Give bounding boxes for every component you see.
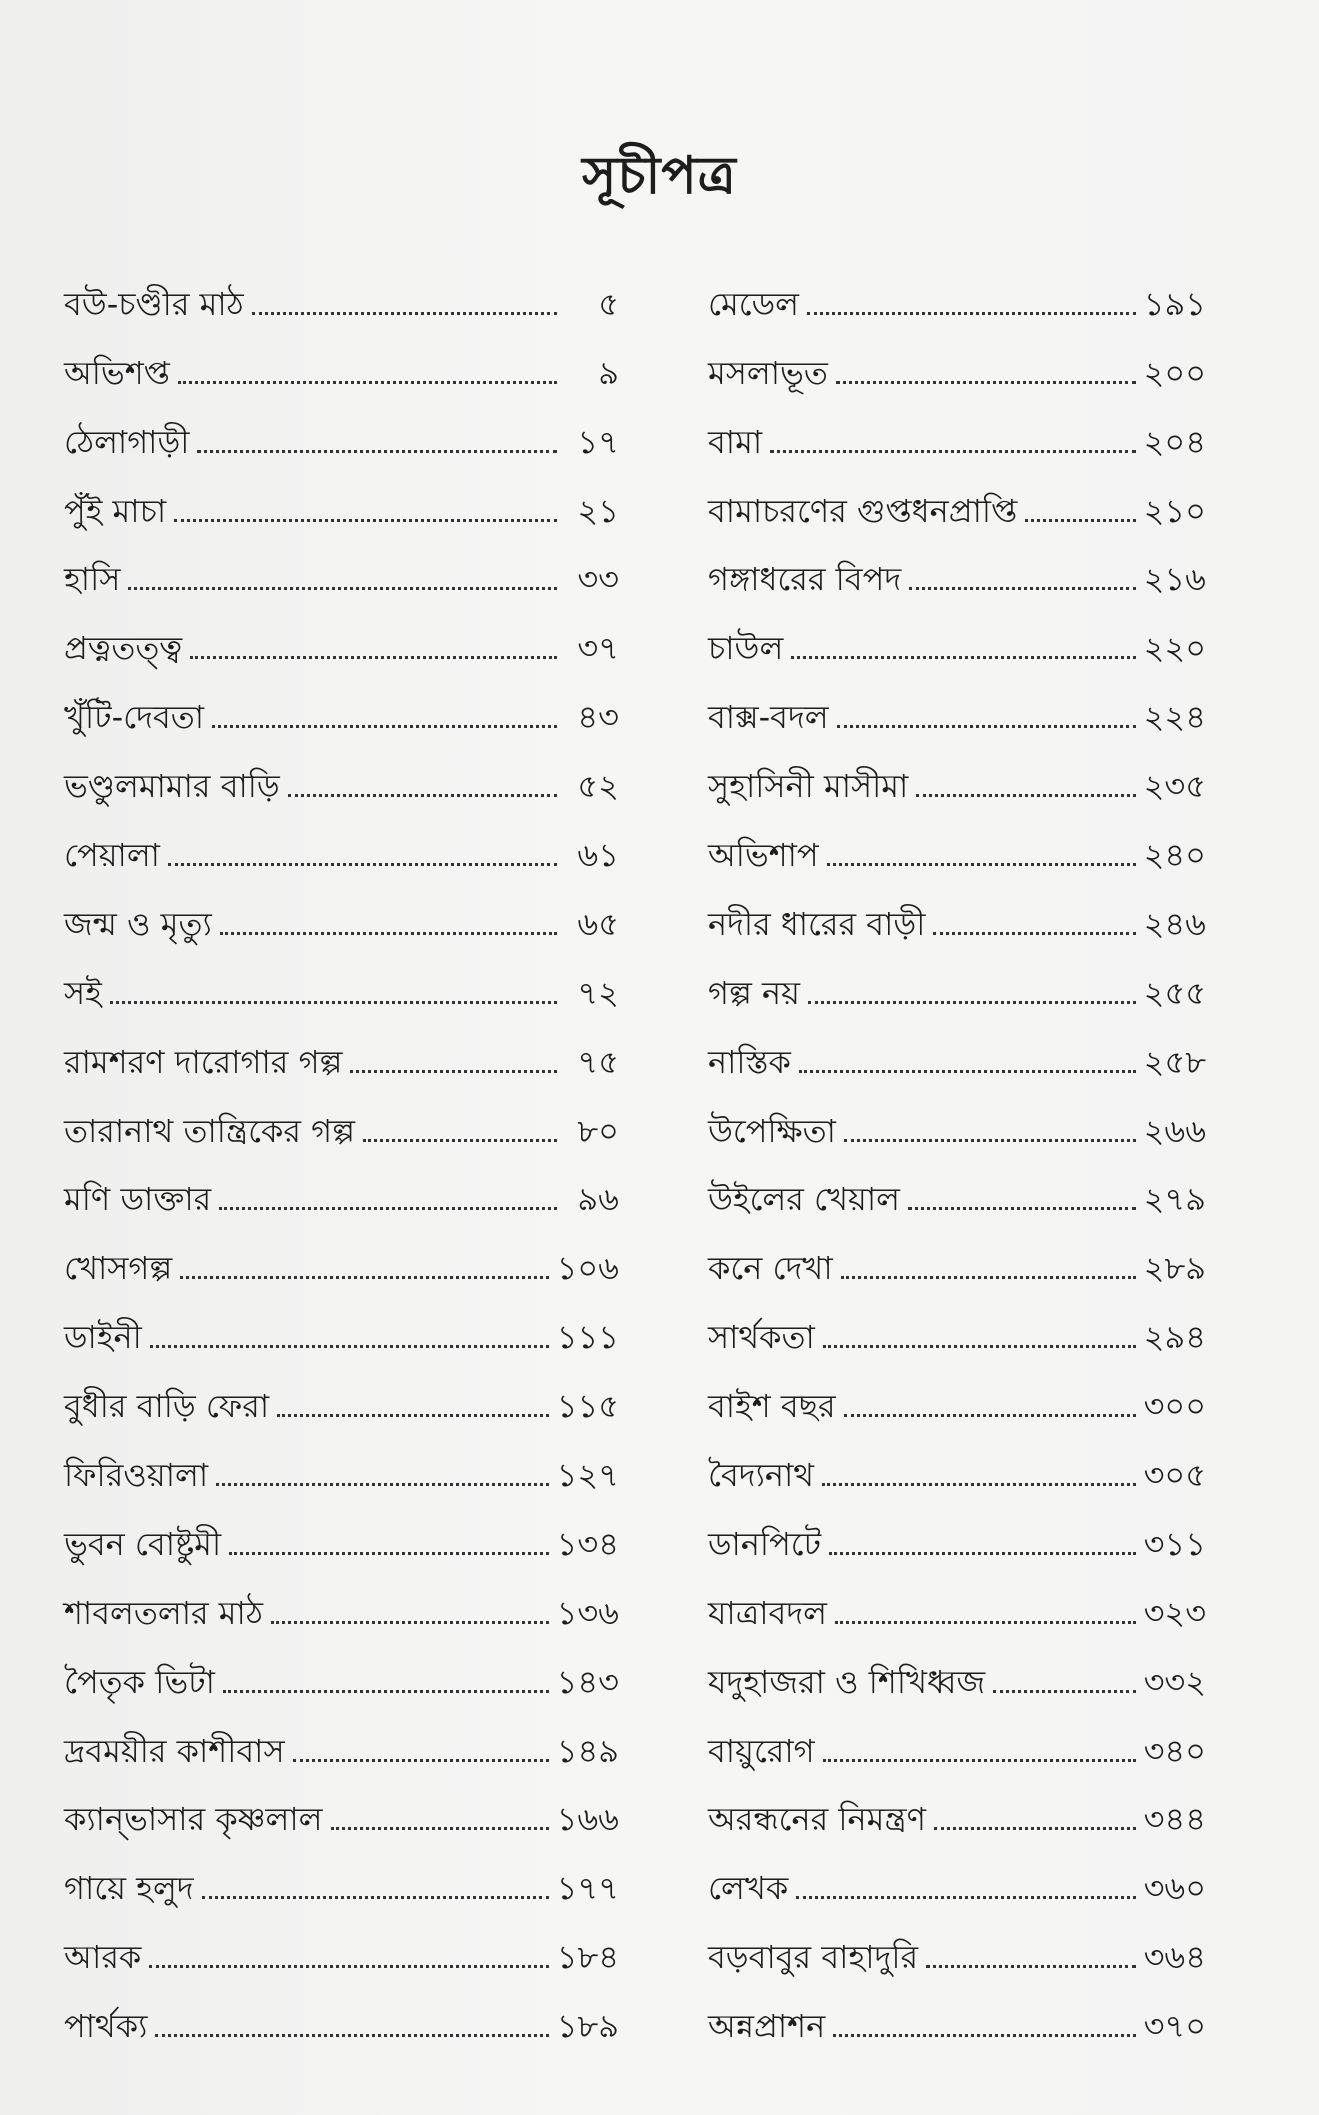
toc-entry-title: পার্থক্য (64, 2007, 148, 2046)
toc-entry (64, 1013, 619, 1082)
toc-entry (708, 806, 1206, 875)
toc-entry-title: যদুহাজরা ও শিখিধ্বজ (708, 1662, 986, 1701)
toc-entry (708, 1839, 1206, 1908)
toc-entry-page-number: ১১৫ (556, 1387, 619, 1426)
dot-leader (934, 1827, 1136, 1830)
toc-entry-title: বাইশ বছর (708, 1387, 836, 1426)
toc-entry-title: অভিশাপ (708, 836, 819, 875)
toc-entry (708, 324, 1206, 393)
dot-leader (288, 794, 557, 797)
toc-entry-title: বায়ুরোগ (708, 1731, 815, 1770)
toc-entry-page-number: ৩৪০ (1143, 1731, 1206, 1770)
dot-leader (799, 1070, 1136, 1073)
dot-leader (835, 1621, 1136, 1624)
dot-leader (293, 1759, 549, 1762)
dot-leader (350, 1070, 557, 1073)
toc-entry (64, 1426, 619, 1495)
toc-entry-title: খোসগল্প (64, 1249, 173, 1288)
toc-entry (64, 1082, 619, 1151)
toc-entry (64, 737, 619, 806)
dot-leader (908, 1207, 1136, 1210)
dot-leader (829, 1552, 1136, 1555)
dot-leader (178, 381, 557, 384)
toc-entry-title: যাত্রাবদল (708, 1593, 827, 1632)
toc-entry-title: তারানাথ তান্ত্রিকের গল্প (64, 1111, 355, 1150)
toc-entry-title: রামশরণ দারোগার গল্প (64, 1042, 343, 1081)
dot-leader (837, 725, 1136, 728)
toc-entry-title: উইলের খেয়াল (708, 1180, 901, 1219)
toc-entry (708, 1013, 1206, 1082)
toc-entry-title: গায়ে হলুদ (64, 1869, 194, 1908)
toc-entry (64, 599, 619, 668)
dot-leader (808, 1001, 1136, 1004)
toc-entry-title: অন্নপ্রাশন (708, 2007, 826, 2046)
toc-entry (708, 875, 1206, 944)
toc-entry-title: জন্ম ও মৃত্যু (64, 904, 212, 943)
dot-leader (844, 1139, 1136, 1142)
dot-leader (827, 863, 1136, 866)
toc-entry-title: বামা (708, 422, 763, 461)
toc-entry (64, 944, 619, 1013)
toc-entry (64, 324, 619, 393)
toc-entry (708, 599, 1206, 668)
toc-entry-page-number: ১৯১ (1143, 284, 1206, 323)
toc-entry-title: বাক্স-বদল (708, 698, 829, 737)
toc-entry-page-number: ৩৬০ (1143, 1869, 1206, 1908)
toc-entry-title: হাসি (64, 560, 121, 599)
toc-entry-title: ডানপিটে (708, 1524, 822, 1563)
toc-entry (64, 1977, 619, 2046)
toc-right-column (708, 255, 1206, 2046)
toc-entry-page-number: ৩০০ (1143, 1387, 1206, 1426)
dot-leader (168, 863, 557, 866)
dot-leader (844, 1414, 1136, 1417)
toc-entry (64, 668, 619, 737)
toc-entry-title: খুঁটি-দেবতা (64, 698, 205, 737)
toc-entry (708, 1357, 1206, 1426)
dot-leader (223, 1690, 549, 1693)
toc-entry-page-number: ২২৪ (1143, 698, 1206, 737)
toc-entry-page-number: ২১ (577, 491, 619, 530)
toc-entry-title: ঠেলাগাড়ী (64, 422, 190, 461)
toc-entry-title: ফিরিওয়ালা (64, 1456, 209, 1495)
toc-entry-page-number: ১৭৭ (556, 1869, 619, 1908)
toc-entry-page-number: ১২৭ (556, 1456, 619, 1495)
toc-entry (708, 668, 1206, 737)
toc-entry (64, 1288, 619, 1357)
dot-leader (110, 1001, 557, 1004)
dot-leader (836, 381, 1136, 384)
toc-entry (708, 1426, 1206, 1495)
toc-entry (708, 1564, 1206, 1633)
toc-entry (64, 1771, 619, 1840)
toc-entry (64, 1357, 619, 1426)
toc-entry-title: বৈদ্যনাথ (708, 1456, 814, 1495)
dot-leader (197, 450, 557, 453)
toc-entry-page-number: ৩১১ (1143, 1524, 1206, 1563)
toc-entry (64, 1702, 619, 1771)
toc-entry (708, 737, 1206, 806)
toc-entry-page-number: ২৮৯ (1143, 1249, 1206, 1288)
toc-left-column (64, 255, 619, 2046)
dot-leader (909, 587, 1135, 590)
toc-entry (708, 1908, 1206, 1977)
toc-entry-page-number: ৪৩ (577, 698, 619, 737)
dot-leader (791, 656, 1135, 659)
toc-entry (64, 1839, 619, 1908)
toc-entry (64, 255, 619, 324)
dot-leader (202, 1896, 549, 1899)
toc-entry (64, 1908, 619, 1977)
toc-entry-title: ভণ্ডুলমামার বাড়ি (64, 767, 280, 806)
toc-entry (64, 1495, 619, 1564)
dot-leader (190, 656, 557, 659)
toc-entry-title: গঙ্গাধরের বিপদ (708, 560, 902, 599)
toc-entry-page-number: ১৪৯ (556, 1731, 619, 1770)
toc-entry-page-number: ১৮৪ (556, 1938, 619, 1977)
toc-entry (64, 875, 619, 944)
toc-entry (708, 1151, 1206, 1220)
toc-entry-title: অভিশপ্ত (64, 353, 170, 392)
toc-entry-page-number: ৭৫ (577, 1042, 619, 1081)
toc-entry-page-number: ১৭ (577, 422, 619, 461)
toc-entry-page-number: ৩৭ (577, 629, 619, 668)
toc-entry-title: মেডেল (708, 284, 800, 323)
dot-leader (128, 587, 557, 590)
toc-entry-page-number: ২০০ (1143, 353, 1206, 392)
toc-entry-page-number: ২৬৬ (1143, 1111, 1206, 1150)
toc-entry-title: বউ-চণ্ডীর মাঠ (64, 284, 244, 323)
toc-entry (708, 944, 1206, 1013)
toc-entry-title: নাস্তিক (708, 1042, 791, 1081)
toc-entry-title: দ্রবময়ীর কাশীবাস (64, 1731, 285, 1770)
dot-leader (926, 1965, 1136, 1968)
toc-entry-title: চাউল (708, 629, 784, 668)
toc-entry-title: পৈতৃক ভিটা (64, 1662, 215, 1701)
dot-leader (933, 932, 1135, 935)
toc-entry-title: গল্প নয় (708, 973, 800, 1012)
dot-leader (229, 1552, 549, 1555)
dot-leader (212, 725, 557, 728)
toc-entry-page-number: ২১০ (1143, 491, 1206, 530)
toc-entry (708, 1082, 1206, 1151)
toc-entry-title: উপেক্ষিতা (708, 1111, 836, 1150)
toc-entry-page-number: ২০৪ (1143, 422, 1206, 461)
toc-entry-title: ক্যান্‌ভাসার কৃষ্ণলাল (64, 1800, 323, 1839)
toc-entry (708, 1219, 1206, 1288)
toc-entry-page-number: ২৫৮ (1143, 1042, 1206, 1081)
toc-entry (708, 255, 1206, 324)
toc-entry (64, 1151, 619, 1220)
toc-entry-page-number: ১১১ (556, 1318, 619, 1357)
toc-entry-title: মণি ডাক্তার (64, 1180, 212, 1219)
toc-entry (708, 531, 1206, 600)
toc-entry-page-number: ৩৬৪ (1143, 1938, 1206, 1977)
toc-entry (708, 1702, 1206, 1771)
toc-entry-page-number: ১০৬ (556, 1249, 619, 1288)
toc-entry (64, 1633, 619, 1702)
toc-entry-page-number: ৯৬ (577, 1180, 619, 1219)
dot-leader (155, 2034, 548, 2037)
toc-entry-title: আরক (64, 1938, 142, 1977)
dot-leader (277, 1414, 549, 1417)
toc-entry-page-number: ৩৩ (577, 560, 619, 599)
toc-entry-page-number: ৭২ (577, 973, 619, 1012)
toc-entry-page-number: ২৪৬ (1143, 904, 1206, 943)
toc-entry-title: অরন্ধনের নিমন্ত্রণ (708, 1800, 926, 1839)
dot-leader (993, 1690, 1135, 1693)
dot-leader (363, 1139, 557, 1142)
page-title: সূচীপত্র (582, 146, 737, 206)
toc-entry-title: ভুবন বোষ্টুমী (64, 1524, 222, 1563)
toc-entry-page-number: ২২০ (1143, 629, 1206, 668)
toc-entry-title: ডাইনী (64, 1318, 142, 1357)
toc-entry-title: পুঁই মাচা (64, 491, 167, 530)
dot-leader (833, 2034, 1135, 2037)
dot-leader (823, 1345, 1136, 1348)
toc-entry-title: কনে দেখা (708, 1249, 833, 1288)
toc-entry (64, 806, 619, 875)
toc-entry-page-number: ৯ (598, 353, 619, 392)
toc-entry-page-number: ২৯৪ (1143, 1318, 1206, 1357)
dot-leader (150, 1345, 549, 1348)
toc-entry-page-number: ১৩৬ (556, 1593, 619, 1632)
toc-entry-title: পেয়ালা (64, 836, 160, 875)
toc-entry-page-number: ২৩৫ (1143, 767, 1206, 806)
dot-leader (841, 1276, 1136, 1279)
toc-entry-title: বড়বাবুর বাহাদুরি (708, 1938, 919, 1977)
toc-entry-page-number: ৬১ (577, 836, 619, 875)
dot-leader (1025, 519, 1135, 522)
toc-entry (64, 462, 619, 531)
toc-entry-title: সার্থকতা (708, 1318, 815, 1357)
toc-entry-title: বুধীর বাড়ি ফেরা (64, 1387, 270, 1426)
dot-leader (174, 519, 557, 522)
toc-entry-page-number: ১৬৬ (556, 1800, 619, 1839)
toc-entry-page-number: ৩৪৪ (1143, 1800, 1206, 1839)
toc-entry-page-number: ১৪৩ (556, 1662, 619, 1701)
toc-entry (708, 462, 1206, 531)
toc-entry (708, 1771, 1206, 1840)
dot-leader (180, 1276, 548, 1279)
toc-entry-title: বামাচরণের গুপ্তধনপ্রাপ্তি (708, 491, 1018, 530)
toc-entry (708, 1633, 1206, 1702)
toc-entry-title: নদীর ধারের বাড়ী (708, 904, 926, 943)
dot-leader (149, 1965, 548, 1968)
toc-entry (708, 393, 1206, 462)
toc-entry-page-number: ৫২ (577, 767, 619, 806)
toc-entry (708, 1288, 1206, 1357)
toc-entry-title: মসলাভূত (708, 353, 828, 392)
dot-leader (807, 312, 1136, 315)
toc-entry (708, 1977, 1206, 2046)
toc-entry-page-number: ৩০৫ (1143, 1456, 1206, 1495)
toc-entry-title: শাবলতলার মাঠ (64, 1593, 263, 1632)
toc-entry (64, 1564, 619, 1633)
dot-leader (216, 1483, 549, 1486)
dot-leader (822, 1483, 1136, 1486)
dot-leader (220, 932, 557, 935)
toc-entry-page-number: ২৭৯ (1143, 1180, 1206, 1219)
toc-entry-page-number: ২৪০ (1143, 836, 1206, 875)
dot-leader (796, 1896, 1135, 1899)
toc-entry-page-number: ১৩৪ (556, 1524, 619, 1563)
dot-leader (219, 1207, 557, 1210)
dot-leader (916, 794, 1135, 797)
toc-entry-title: সুহাসিনী মাসীমা (708, 767, 909, 806)
toc-entry (708, 1495, 1206, 1564)
toc-entry-page-number: ৫ (598, 284, 619, 323)
toc-entry (64, 1219, 619, 1288)
toc-entry-page-number: ২৫৫ (1143, 973, 1206, 1012)
dot-leader (823, 1759, 1136, 1762)
toc-entry-page-number: ৩৩২ (1143, 1662, 1206, 1701)
dot-leader (252, 312, 557, 315)
toc-entry-title: লেখক (708, 1869, 789, 1908)
toc-entry-page-number: ১৮৯ (556, 2007, 619, 2046)
toc-entry-title: প্রত্নতত্ত্ব (64, 629, 183, 668)
toc-entry-page-number: ৬৫ (577, 904, 619, 943)
dot-leader (770, 450, 1135, 453)
toc-entry-page-number: ৩৭০ (1143, 2007, 1206, 2046)
dot-leader (331, 1827, 549, 1830)
toc-entry-page-number: ৮০ (577, 1111, 619, 1150)
toc-entry-page-number: ৩২৩ (1143, 1593, 1206, 1632)
toc-entry (64, 531, 619, 600)
toc-entry-title: সই (64, 973, 102, 1012)
toc-entry-page-number: ২১৬ (1143, 560, 1206, 599)
dot-leader (271, 1621, 549, 1624)
toc-entry (64, 393, 619, 462)
